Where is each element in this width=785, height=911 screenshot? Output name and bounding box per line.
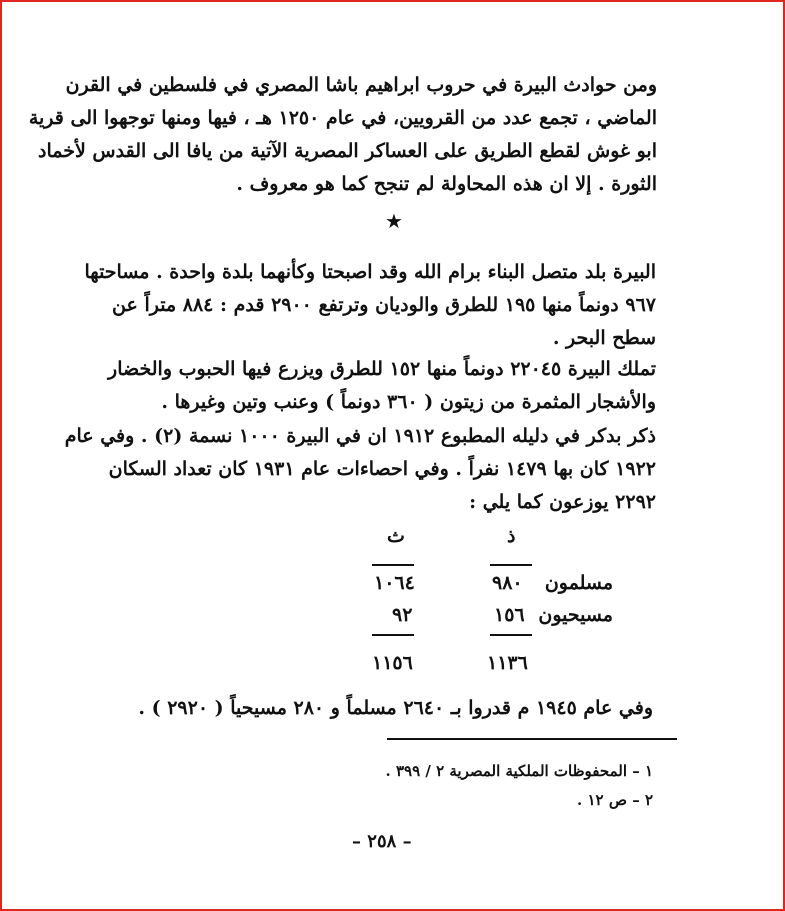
text-line: سطح البحر . (552, 327, 656, 349)
row-label-muslims: مسلمون (544, 572, 613, 594)
population-paragraph (64, 420, 656, 519)
text-line: والأشجار المثمرة من زيتون ( ٣٦٠ دونماً ) وعنب وتين وغيرها . (161, 391, 656, 413)
page-number: – ٢٥٨ – (352, 831, 412, 852)
cell-muslims-female: ١٠٦٤ (374, 572, 415, 594)
text-line: ابو غوش لقطع الطريق على العساكر المصرية الآتية من يافا الى القدس لأخماد (37, 140, 657, 162)
text-line: ذكر بدكر في دليله المطبوع ١٩١٢ ان في البيرة ١٠٠٠ نسمة (٢) . وفي عام (64, 425, 656, 447)
row-label-christians: مسيحيون (538, 604, 613, 626)
text-line: الثورة . إلا ان هذه المحاولة لم تنجح كما هو معروف . (236, 173, 657, 195)
text-line: الماضي ، تجمع عدد من القرويين، في عام ١٢٥٠ هـ ، فيها ومنها توجهوا الى قرية (28, 107, 657, 129)
text-line: ٢٢٩٢ يوزعون كما يلي : (469, 491, 656, 513)
estimate-1945-paragraph (138, 692, 653, 725)
text-line: البيرة بلد متصل البناء برام الله وقد اصبحتا وكأنهما بلدة واحدة . مساحتها (84, 261, 656, 283)
text-line: ومن حوادث البيرة في حروب ابراهيم باشا المصري في فلسطين في القرن (65, 74, 657, 96)
footnote-1: ١ – المحفوظات الملكية المصرية ٢ / ٣٩٩ . (385, 762, 653, 780)
total-male: ١١٣٦ (487, 652, 528, 674)
star-separator-icon: ★ (385, 209, 403, 233)
cell-christians-male: ١٥٦ (494, 604, 525, 626)
text-line: تملك البيرة ٢٢٠٤٥ دونماً منها ١٥٢ للطرق ويزرع فيها الحبوب والخضار (108, 358, 656, 380)
text-line: ٩٦٧ دونماً منها ١٩٥ للطرق والوديان وترتفع ٢٩٠٠ قدم : ٨٨٤ متراً عن (112, 294, 656, 316)
cell-muslims-male: ٩٨٠ (492, 572, 523, 594)
footnote-separator (387, 738, 677, 740)
total-female: ١١٥٦ (372, 652, 413, 674)
sum-line (490, 634, 532, 636)
sum-line (372, 634, 414, 636)
text-line: وفي عام ١٩٤٥ م قدروا بـ ٢٦٤٠ مسلماً و ٢٨٠ مسيحياً ( ٢٩٢٠ ) . (138, 697, 653, 719)
footnote-2: ٢ – ص ١٢ . (577, 791, 653, 809)
column-header-female: ث (387, 525, 405, 547)
cell-christians-female: ٩٢ (392, 604, 413, 626)
header-underline (372, 564, 414, 566)
intro-paragraph (28, 69, 657, 201)
land-paragraph (108, 353, 656, 419)
column-header-male: ذ (507, 525, 516, 547)
area-paragraph (84, 256, 656, 355)
text-line: ١٩٢٢ كان بها ١٤٧٩ نفراً . وفي احصاءات عام ١٩٣١ كان تعداد السكان (108, 458, 656, 480)
header-underline (490, 564, 532, 566)
